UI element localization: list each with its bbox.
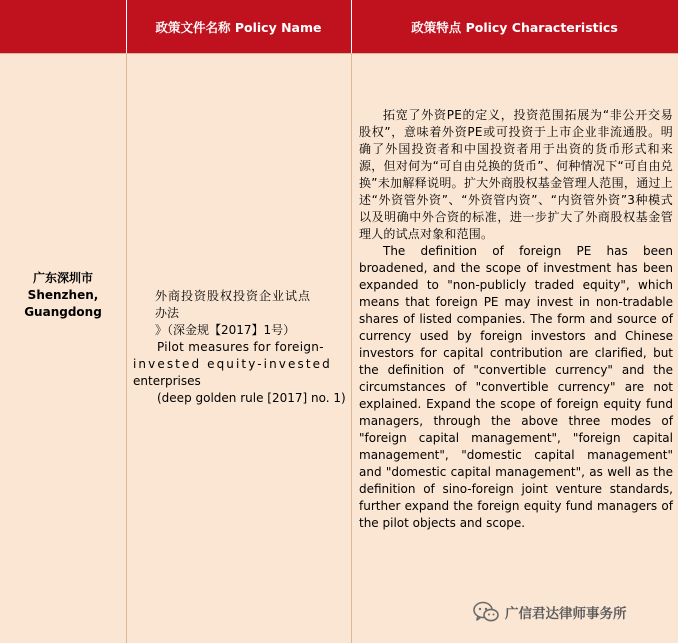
wechat-icon xyxy=(473,601,499,623)
policy-en-4: (deep golden rule [2017] no. 1) xyxy=(157,391,346,405)
header-divider-2 xyxy=(351,0,352,53)
watermark xyxy=(473,601,627,623)
city-label xyxy=(0,270,126,321)
header-policy-characteristics xyxy=(351,0,678,53)
header-divider-1 xyxy=(126,0,127,53)
header-cell-blank xyxy=(0,0,126,53)
city-en-1: Shenzhen, xyxy=(27,288,99,302)
city-zh: 广东深圳市 xyxy=(32,271,93,285)
body-divider-2 xyxy=(351,53,352,643)
policy-characteristics xyxy=(359,107,673,532)
watermark-text: 广信君达律师事务所 xyxy=(505,606,627,622)
city-en-2: Guangdong xyxy=(24,305,102,319)
header-policy-characteristics-text: 政策特点 Policy Characteristics xyxy=(411,19,618,35)
policy-zh-3: 》（深金规【2017】1号） xyxy=(155,323,296,337)
characteristics-zh: 拓宽了外资PE的定义，投资范围拓展为“非公开交易股权”，意味着外资PE或可投资于上市企业非流通股。明确了外国投资者和中国投资者用于出资的货币形式和来源，但对何为“可自由兑换的货币”、何种情况下“可自由兑换”未加解释说明。扩大外商股权基金管理人范围，通过上述“外资管外资”、“外资管内资”、“内资管外资”3种模式以及明确中外合资的标准，进一步扩大了外商股权基金管理人的试点对象和范围。 xyxy=(359,108,673,241)
header-policy-name xyxy=(126,0,351,53)
policy-zh-2: 办法 xyxy=(155,306,180,320)
header-policy-name-text: 政策文件名称 Policy Name xyxy=(155,19,322,35)
policy-en-3: enterprises xyxy=(133,374,201,388)
policy-name xyxy=(133,288,347,407)
policy-en-2: invested equity-invested xyxy=(133,357,332,371)
policy-zh-1: 外商投资股权投资企业试点 xyxy=(155,289,312,303)
characteristics-en: The definition of foreign PE has been broadened, and the scope of investment has been expanded to "non-publicly traded equity", which means that foreign PE may invest in non-tradable shares of listed companies. The form and source of currency used by foreign investors and Chinese investors for capital contribution are clarified, but the definition of "convertible currency" and the circumstances of "convertible currency" are not explained. Expand the scope of foreign equity fund managers, through the above three modes of "foreign capital management", "foreign capital management", "domestic capital management" and "domestic capital management", as well as the definition of sino-foreign joint venture standards, further expand the foreign equity fund managers of the pilot objects and scope. xyxy=(359,244,673,530)
policy-en-1: Pilot measures for foreign- xyxy=(157,340,324,354)
body-divider-1 xyxy=(126,53,127,643)
city-cell xyxy=(0,53,126,643)
